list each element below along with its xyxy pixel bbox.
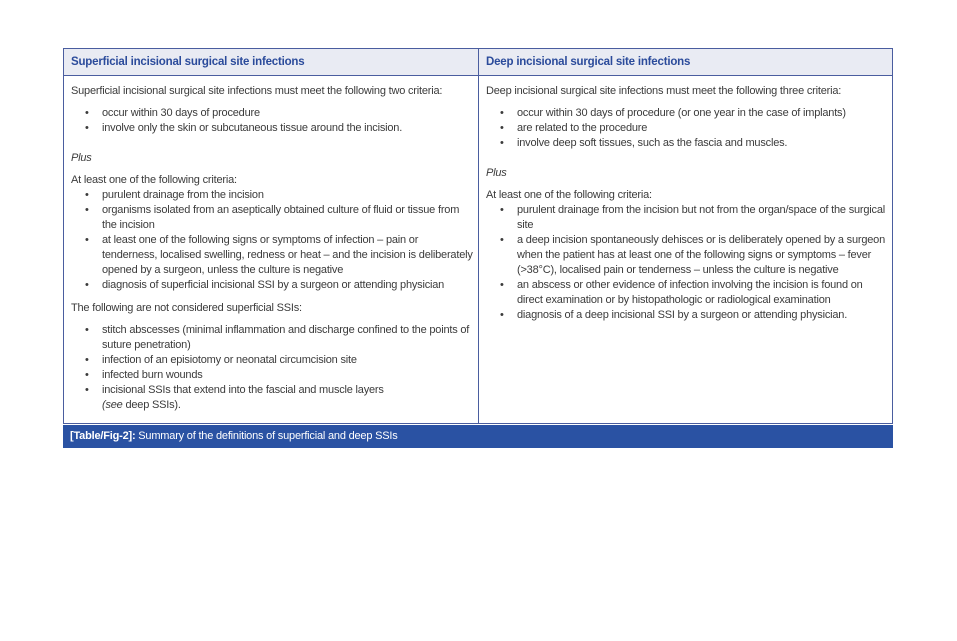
superficial-definition-cell: [64, 76, 478, 423]
superficial-not-considered-heading: The following are not considered superficial SSIs:: [71, 302, 302, 314]
caption-label: [Table/Fig-2]:: [70, 430, 136, 442]
list-item: • are related to the procedure: [486, 121, 887, 136]
list-item: • involve only the skin or subcutaneous tissue around the incision.: [71, 121, 473, 136]
list-item: • infected burn wounds: [71, 368, 473, 383]
list-item: • occur within 30 days of procedure: [71, 106, 473, 121]
list-item: • an abscess or other evidence of infection involving the incision is found on direct examination or by histopathologic or radiological examination: [486, 278, 887, 308]
list-item: • diagnosis of superficial incisional SSI by a surgeon or attending physician: [71, 278, 473, 293]
deep-definition-cell: [478, 76, 892, 423]
list-item: • purulent drainage from the incision: [71, 188, 473, 203]
column-header-deep: Deep incisional surgical site infections: [478, 49, 892, 75]
superficial-at-least-heading: At least one of the following criteria:: [71, 174, 237, 186]
list-item-text: deep SSIs).: [122, 399, 181, 411]
deep-plus-label: Plus: [486, 167, 507, 179]
list-item: • a deep incision spontaneously dehisces or is deliberately opened by a surgeon when the patient has at least one of the following signs or symptoms – fever (>38°C), localised pain or tenderness – unless the culture is negative: [486, 233, 887, 278]
list-item: • purulent drainage from the incision but not from the organ/space of the surgical site: [486, 203, 887, 233]
list-item: • at least one of the following signs or symptoms of infection – pain or tenderness, localised swelling, redness or heat – and the incision is deliberately opened by a surgeon, unless the culture is negative: [71, 233, 473, 278]
list-item: [71, 383, 473, 413]
superficial-plus-label: Plus: [71, 152, 92, 164]
table-body-row: [63, 76, 893, 424]
list-item: • occur within 30 days of procedure (or one year in the case of implants): [486, 106, 887, 121]
superficial-intro: Superficial incisional surgical site infections must meet the following two criteria:: [71, 85, 443, 97]
table-header-row: [63, 48, 893, 76]
list-item: • organisms isolated from an aseptically obtained culture of fluid or tissue from the incision: [71, 203, 473, 233]
deep-at-least-heading: At least one of the following criteria:: [486, 189, 652, 201]
superficial-must-criteria-list: [71, 106, 473, 136]
deep-at-least-criteria-list: [486, 203, 887, 323]
deep-must-criteria-list: [486, 106, 887, 151]
caption-text: Summary of the definitions of superficial and deep SSIs: [135, 430, 398, 442]
deep-intro: Deep incisional surgical site infections must meet the following three criteria:: [486, 85, 842, 97]
ssi-definitions-table: [63, 48, 893, 448]
list-item: • involve deep soft tissues, such as the fascia and muscles.: [486, 136, 887, 151]
table-caption: [63, 425, 893, 448]
column-header-superficial: Superficial incisional surgical site infections: [71, 56, 305, 68]
list-item: • infection of an episiotomy or neonatal circumcision site: [71, 353, 473, 368]
list-item-italic-text: (see: [102, 399, 123, 411]
superficial-at-least-criteria-list: [71, 188, 473, 293]
list-item: • stitch abscesses (minimal inflammation and discharge confined to the points of suture penetration): [71, 323, 473, 353]
list-item-text: incisional SSIs that extend into the fascial and muscle layers: [102, 384, 384, 396]
list-item: • diagnosis of a deep incisional SSI by a surgeon or attending physician.: [486, 308, 887, 323]
superficial-not-considered-list: [71, 323, 473, 413]
